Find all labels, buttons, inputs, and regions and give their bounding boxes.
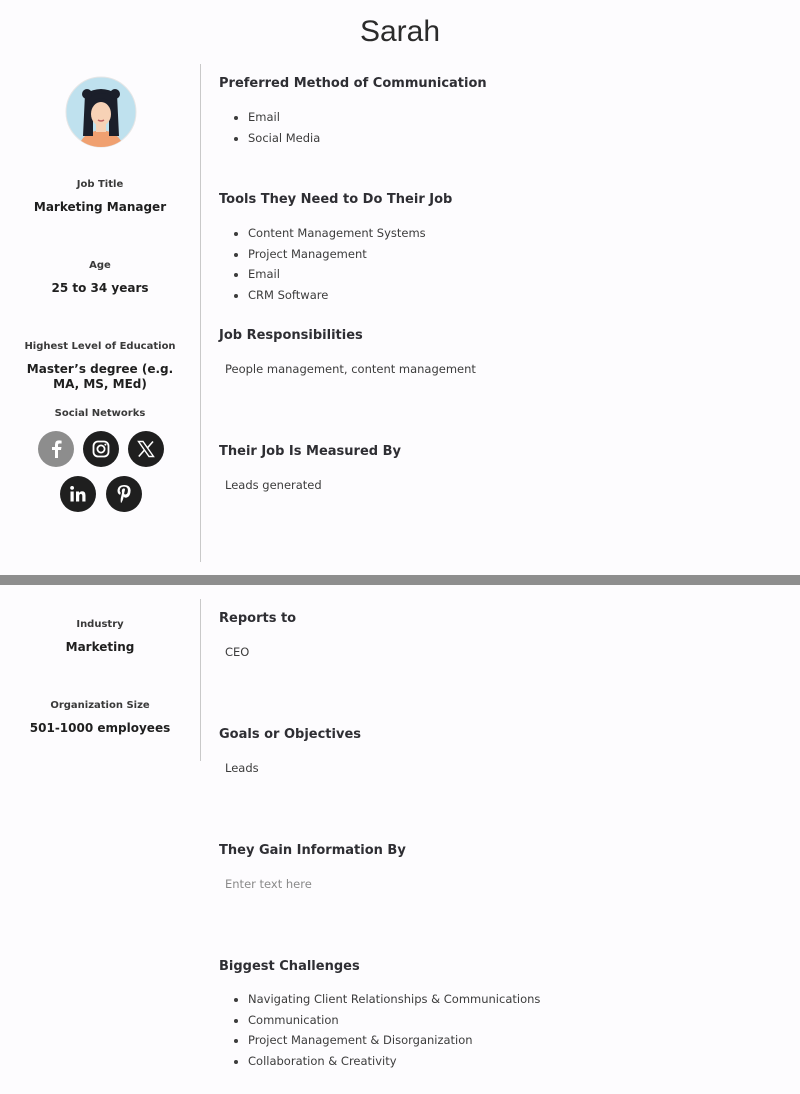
challenges-list xyxy=(232,989,540,1072)
age-label: Age xyxy=(89,260,111,271)
education-value: Master’s degree (e.g. MA, MS, MEd) xyxy=(26,362,174,391)
facebook-icon[interactable] xyxy=(38,431,74,467)
list-item: CRM Software xyxy=(232,285,426,306)
linkedin-icon[interactable] xyxy=(60,476,96,512)
social-networks-label: Social Networks xyxy=(54,408,146,419)
age-value: 25 to 34 years xyxy=(51,281,149,295)
communication-list xyxy=(232,107,320,148)
list-item: Navigating Client Relationships & Communications xyxy=(232,989,540,1010)
list-item: Project Management xyxy=(232,244,426,265)
instagram-icon[interactable] xyxy=(83,431,119,467)
reports-to-title: Reports to xyxy=(219,611,297,626)
list-item: Email xyxy=(232,264,426,285)
measured-by-title: Their Job Is Measured By xyxy=(219,444,401,459)
information-title: They Gain Information By xyxy=(219,843,406,858)
list-item: Collaboration & Creativity xyxy=(232,1051,540,1072)
x-icon[interactable] xyxy=(128,431,164,467)
tools-list xyxy=(232,223,426,306)
column-divider-top xyxy=(200,64,201,562)
measured-by-text: Leads generated xyxy=(225,478,322,492)
job-title-label: Job Title xyxy=(76,179,124,190)
list-item: Project Management & Disorganization xyxy=(232,1030,540,1051)
persona-name: Sarah xyxy=(359,15,441,48)
communication-title: Preferred Method of Communication xyxy=(219,76,487,91)
industry-label: Industry xyxy=(76,619,124,630)
avatar xyxy=(65,76,137,148)
responsibilities-title: Job Responsibilities xyxy=(219,328,363,343)
pinterest-icon[interactable] xyxy=(106,476,142,512)
org-size-label: Organization Size xyxy=(50,700,150,711)
reports-to-text: CEO xyxy=(225,645,250,659)
list-item: Content Management Systems xyxy=(232,223,426,244)
list-item: Social Media xyxy=(232,128,320,149)
page-divider xyxy=(0,575,800,585)
education-label: Highest Level of Education xyxy=(24,341,176,352)
responsibilities-text: People management, content management xyxy=(225,362,476,376)
industry-value: Marketing xyxy=(65,640,135,654)
information-placeholder[interactable]: Enter text here xyxy=(225,877,312,891)
org-size-value: 501-1000 employees xyxy=(29,721,171,735)
goals-text: Leads xyxy=(225,761,259,775)
challenges-title: Biggest Challenges xyxy=(219,959,360,974)
goals-title: Goals or Objectives xyxy=(219,727,361,742)
column-divider-bottom xyxy=(200,599,201,761)
list-item: Communication xyxy=(232,1010,540,1031)
tools-title: Tools They Need to Do Their Job xyxy=(219,192,453,207)
list-item: Email xyxy=(232,107,320,128)
job-title-value: Marketing Manager xyxy=(33,200,167,214)
